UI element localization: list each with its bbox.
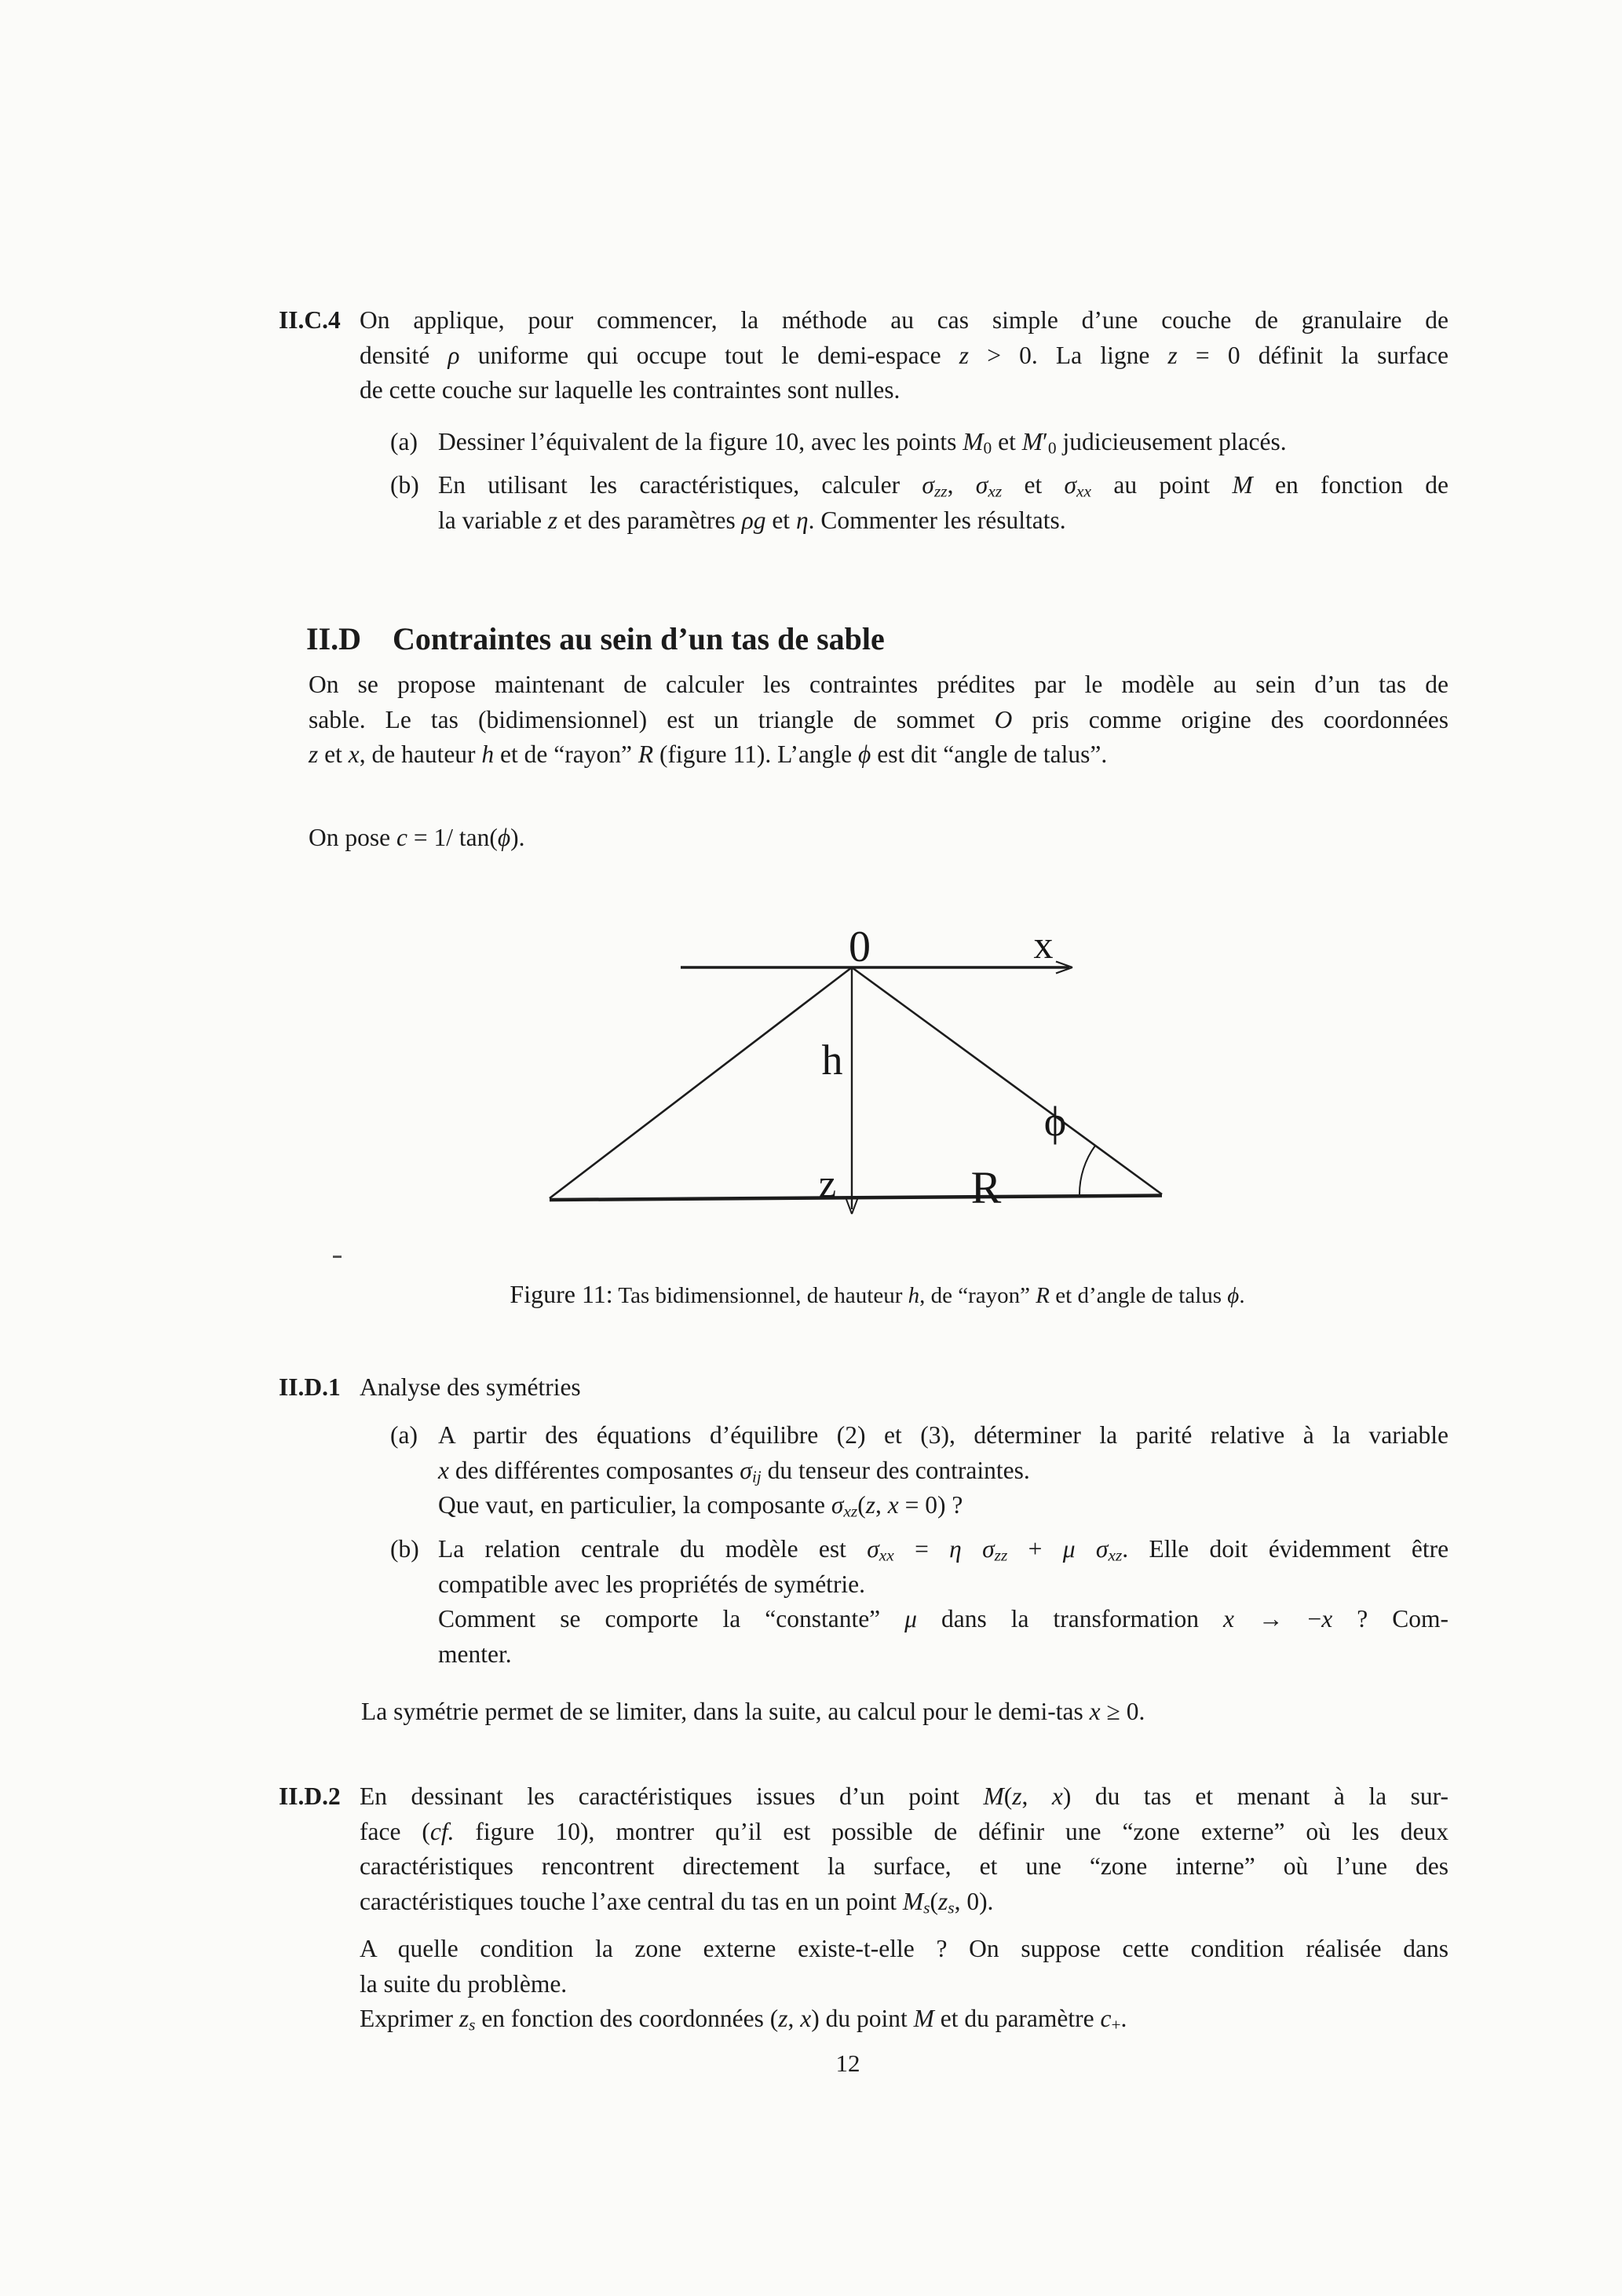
- item-b-label-iid1: [390, 1532, 419, 1567]
- section-number: II.C.4: [279, 306, 341, 334]
- phi-label: ϕ: [1043, 1098, 1067, 1145]
- height-label: h: [821, 1036, 843, 1084]
- figure-caption: [306, 1278, 1448, 1311]
- figure-11-diagram: [510, 895, 1217, 1264]
- text-line: En dessinant les caractéristiques issues d’un point M(z, x) du tas et menant à la sur-: [360, 1782, 1449, 1810]
- text-line: face (cf. figure 10), montrer qu’il est possible de définir une “zone externe” où les deux: [360, 1817, 1448, 1845]
- text-line: densité ρ uniforme qui occupe tout le demi-espace z > 0. La ligne z = 0 définit la surface: [360, 341, 1448, 369]
- item-marker: (b): [390, 1535, 419, 1563]
- triangle-right-side: [852, 967, 1162, 1194]
- text-line: On se propose maintenant de calculer les contraintes prédites par le modèle au sein d’un tas de: [309, 671, 1448, 698]
- text-line: x des différentes composantes $\sigma_{ij}$ du tenseur des contraintes.: [438, 1456, 1030, 1486]
- text-line: La symétrie permet de se limiter, dans la suite, au calcul pour le demi-tas x ≥ 0.: [361, 1698, 1145, 1725]
- item-a-text-iid1: [438, 1418, 1448, 1523]
- item-a-text: [438, 425, 1448, 460]
- section-title-iid1: [360, 1370, 1448, 1406]
- text-line: la suite du problème.: [360, 1969, 568, 1998]
- phi-angle-arc: [1080, 1146, 1095, 1194]
- section-label-iid1: [279, 1370, 341, 1406]
- text-line: On applique, pour commencer, la méthode au cas simple d’une couche de granulaire de: [360, 306, 1448, 334]
- text-line: z et x, de hauteur h et de “rayon” R (figure 11). L’angle ϕ est dit “angle de talus”.: [309, 740, 1108, 768]
- item-marker: (b): [390, 471, 419, 499]
- radius-label: R: [970, 1162, 1002, 1213]
- text-line: A partir des équations d’équilibre (2) et (3), déterminer la parité relative à la variable: [438, 1421, 1448, 1449]
- text-line: compatible avec les propriétés de symétrie.: [438, 1570, 866, 1598]
- stray-scan-mark: [333, 1256, 342, 1258]
- text-line: A quelle condition la zone externe existe-t-elle ? On suppose cette condition réalisée dans: [360, 1935, 1448, 1962]
- page-number-value: 12: [835, 2049, 860, 2077]
- item-marker: (a): [390, 1421, 418, 1449]
- item-marker: (a): [390, 428, 418, 455]
- paragraph-iid2: [360, 1779, 1448, 1919]
- figure-caption-text: Tas bidimensionnel, de hauteur h, de “rayon” R et d’angle de talus ϕ.: [612, 1283, 1245, 1308]
- text-line: caractéristiques rencontrent directement la surface, et une “zone interne” où l’une des: [360, 1852, 1448, 1880]
- item-b-text: [438, 468, 1448, 538]
- item-a-label: [390, 425, 418, 460]
- text-line: caractéristiques touche l’axe central du tas en un point $M_s(z_s$, 0).: [360, 1887, 994, 1917]
- origin-label: 0: [849, 923, 871, 971]
- item-a-label-iid1: [390, 1418, 418, 1453]
- section-label-iic4: [279, 303, 341, 338]
- page-number: [236, 2049, 1460, 2078]
- text-line: sable. Le tas (bidimensionnel) est un triangle de sommet O pris comme origine des coordonnées: [309, 705, 1449, 733]
- text-line: Exprimer $z_s$ en fonction des coordonnées (z, x) du point M et du paramètre $c_+$.: [360, 2005, 1127, 2035]
- figure-caption-label: Figure 11:: [510, 1280, 613, 1308]
- text-line: Comment se comporte la “constante” μ dans la transformation x → −x ? Com-: [438, 1605, 1448, 1632]
- text-line: Dessiner l’équivalent de la figure 10, avec les points $M_0$ et $M'_0$ judicieusement placés.: [438, 428, 1287, 458]
- triangle-base: [550, 1196, 1162, 1201]
- triangle-left-side: [550, 967, 852, 1198]
- paragraph-iid2-question: [360, 1932, 1448, 2037]
- x-axis-label: x: [1033, 923, 1054, 967]
- section-heading-iid: [306, 620, 885, 657]
- section-number: II.D: [306, 621, 362, 656]
- section-number: II.D.1: [279, 1373, 341, 1401]
- section-label-iid2: [279, 1779, 341, 1815]
- paragraph-iid: [309, 667, 1448, 773]
- z-axis-label: z: [818, 1161, 837, 1205]
- paragraph-iic4: [360, 303, 1448, 408]
- paragraph-onpose: [309, 821, 1448, 856]
- text-line: En utilisant les caractéristiques, calculer $\sigma_{zz}$, $\sigma_{xz}$ et $\sigma_{xx}$ au point M en fonction de: [438, 471, 1449, 501]
- text-line: menter.: [438, 1640, 512, 1668]
- paragraph-symmetry: [361, 1695, 1448, 1730]
- section-title: Contraintes au sein d’un tas de sable: [393, 621, 885, 656]
- text-line: de cette couche sur laquelle les contraintes sont nulles.: [360, 376, 901, 404]
- text-line: On pose c = 1/ tan(ϕ).: [309, 824, 525, 851]
- section-number: II.D.2: [279, 1782, 341, 1810]
- text-line: Analyse des symétries: [360, 1373, 581, 1401]
- text-line: Que vaut, en particulier, la composante $\sigma_{xz}(z$, x = 0) ?: [438, 1491, 963, 1521]
- item-b-text-iid1: [438, 1532, 1448, 1672]
- text-line: la variable z et des paramètres ρg et η. Commenter les résultats.: [438, 506, 1066, 534]
- item-b-label: [390, 468, 419, 503]
- text-line: La relation centrale du modèle est $\sigma_{xx} = \eta$ $\sigma_{zz} + \mu$ $\sigma_{xz}$. Elle doit évidemment être: [438, 1535, 1449, 1565]
